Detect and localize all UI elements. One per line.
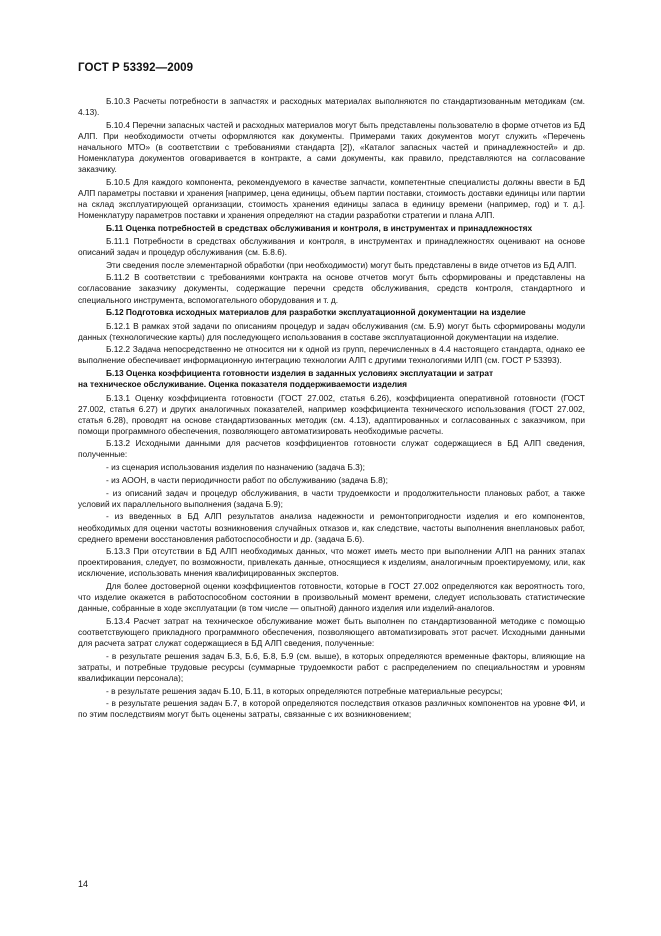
- document-header: ГОСТ Р 53392—2009: [78, 62, 194, 74]
- paragraph: Б.12.2 Задача непосредственно не относится ни к одной из групп, перечисленных в 4.4 настоящего стандарта, однако ее выполнение обеспечивает информационную интеграцию технологии АЛП с другими технологиями ИЛП (см. ГОСТ Р 53393).: [78, 344, 585, 366]
- paragraph: Б.10.3 Расчеты потребности в запчастях и расходных материалах выполняются по стандартизованным методикам (см. 4.13).: [78, 96, 585, 118]
- paragraph: - из АООН, в части периодичности работ по обслуживанию (задача Б.8);: [106, 474, 388, 485]
- section-heading: Б.12 Подготовка исходных материалов для разработки эксплуатационной документации на изделие: [106, 307, 526, 318]
- paragraph: Б.11.1 Потребности в средствах обслуживания и контроля, в инструментах и принадлежностях оценивают на основе описаний задач и процедур обслуживания (см. Б.8.6).: [78, 235, 585, 257]
- section-heading: [78, 368, 585, 390]
- paragraph: Эти сведения после элементарной обработки (при необходимости) могут быть представлены в виде отчетов из БД АЛП.: [106, 259, 577, 270]
- paragraph: - в результате решения задач Б.10, Б.11, в которых определяются потребные материальные ресурсы;: [106, 685, 503, 696]
- paragraph: Б.13.2 Исходными данными для расчетов коэффициентов готовности служат содержащиеся в БД АЛП сведения, полученные:: [78, 438, 585, 460]
- paragraph: Б.10.5 Для каждого компонента, рекомендуемого в качестве запчасти, компетентные специалисты должны ввести в БД АЛП параметры поставки и хранения [например, цена единицы, объем партии поставки, стоимость доставки единицы или партии на склад эксплуатирующей организации, стоимость хранения единицы запаса в единицу времени (например, год) и т. д.]. Номенклатуру параметров поставки и хранения определяют на стадии разработки стратегии и плана АЛП.: [78, 176, 585, 220]
- paragraph: - из описаний задач и процедур обслуживания, в части трудоемкости и продолжительности плановых работ, а также условий их параллельного выполнения (задача Б.9);: [78, 487, 585, 509]
- paragraph: Б.12.1 В рамках этой задачи по описаниям процедур и задач обслуживания (см. Б.9) могут быть сформированы модули данных (технологические карты) для последующего использования в составе эксплуатационной документации на изделие.: [78, 320, 585, 342]
- page-number: 14: [78, 879, 89, 889]
- paragraph: Б.11.2 В соответствии с требованиями контракта на основе отчетов могут быть сформированы и представлены на согласование заказчику документы, содержащие перечни средств обслуживания, средств контроля, стандартного и специального инструмента, вспомогательного оборудования и т. д.: [78, 272, 585, 305]
- paragraph: Б.13.3 При отсутствии в БД АЛП необходимых данных, что может иметь место при выполнении АЛП на ранних этапах проектирования, следует, по возможности, привлекать данные, относящиеся к изделиям, аналогичным проектируемому, или, как исключение, использовать мнения квалифицированных экспертов.: [78, 546, 585, 579]
- paragraph: - из введенных в БД АЛП результатов анализа надежности и ремонтопригодности изделия и его компонентов, необходимых для оценки частоты возникновения случайных отказов и, как следствие, частоты выполнения внеплановых работ, среднего времени восстановления работоспособности и др. (задача Б.6).: [78, 511, 585, 544]
- paragraph: Б.13.1 Оценку коэффициента готовности (ГОСТ 27.002, статья 6.26), коэффициента оперативной готовности (ГОСТ 27.002, статья 6.27) и других аналогичных показателей, например коэффициента технического использования (ГОСТ 27.002, статья 6.28), проводят на основе стандартизованных методик (см. 4.13), адаптированных и согласованных с заказчиком, при помощи программного обеспечения, позволяющего автоматизировать необходимые расчеты.: [78, 392, 585, 436]
- section-heading-line: на техническое обслуживание. Оценка показателя поддерживаемости изделия: [78, 379, 408, 390]
- paragraph: Б.10.4 Перечни запасных частей и расходных материалов могут быть представлены пользователю в форме отчетов из БД АЛП. При необходимости отчеты оформляются как документы. Примерами таких документов могут служить «Перечень начального МТО» (в соответствии с требованиями стандарта [2]), «Каталог запасных частей и принадлежностей» и др. Номенклатура документов оговаривается в контракте, а сами документы, как правило, представляются на согласование заказчику.: [78, 119, 585, 174]
- paragraph: Б.13.4 Расчет затрат на техническое обслуживание может быть выполнен по стандартизованной методике с помощью соответствующего прикладного программного обеспечения, позволяющего автоматизировать этот расчет. Исходными данными для расчета затрат служат содержащиеся в БД АЛП сведения, полученные:: [78, 615, 585, 649]
- paragraph: Для более достоверной оценки коэффициентов готовности, которые в ГОСТ 27.002 определяются как вероятность того, что изделие окажется в работоспособном состоянии в произвольный момент времени, следует использовать статистические данные, собранные в ходе эксплуатации (в том числе — опытной) данного изделия или изделий-аналогов.: [78, 581, 585, 614]
- paragraph: - в результате решения задач Б.3, Б.6, Б.8, Б.9 (см. выше), в которых определяются временные факторы, влияющие на затраты, и потребные трудовые ресурсы (суммарные трудоемкости работ с распределением по специальностям и уровням квалификации персонала);: [78, 650, 585, 683]
- document-body: [78, 96, 585, 720]
- paragraph: - из сценария использования изделия по назначению (задача Б.3);: [106, 462, 365, 473]
- section-heading: Б.11 Оценка потребностей в средствах обслуживания и контроля, в инструментах и принадлежностях: [106, 222, 533, 233]
- paragraph: - в результате решения задач Б.7, в которой определяются последствия отказов различных компонентов на уровне ФИ, и по этим последствиям могут быть оценены затраты, связанные с их возникновением;: [78, 698, 585, 720]
- section-heading-line: Б.13 Оценка коэффициента готовности изделия в заданных условиях эксплуатации и затрат: [106, 368, 494, 379]
